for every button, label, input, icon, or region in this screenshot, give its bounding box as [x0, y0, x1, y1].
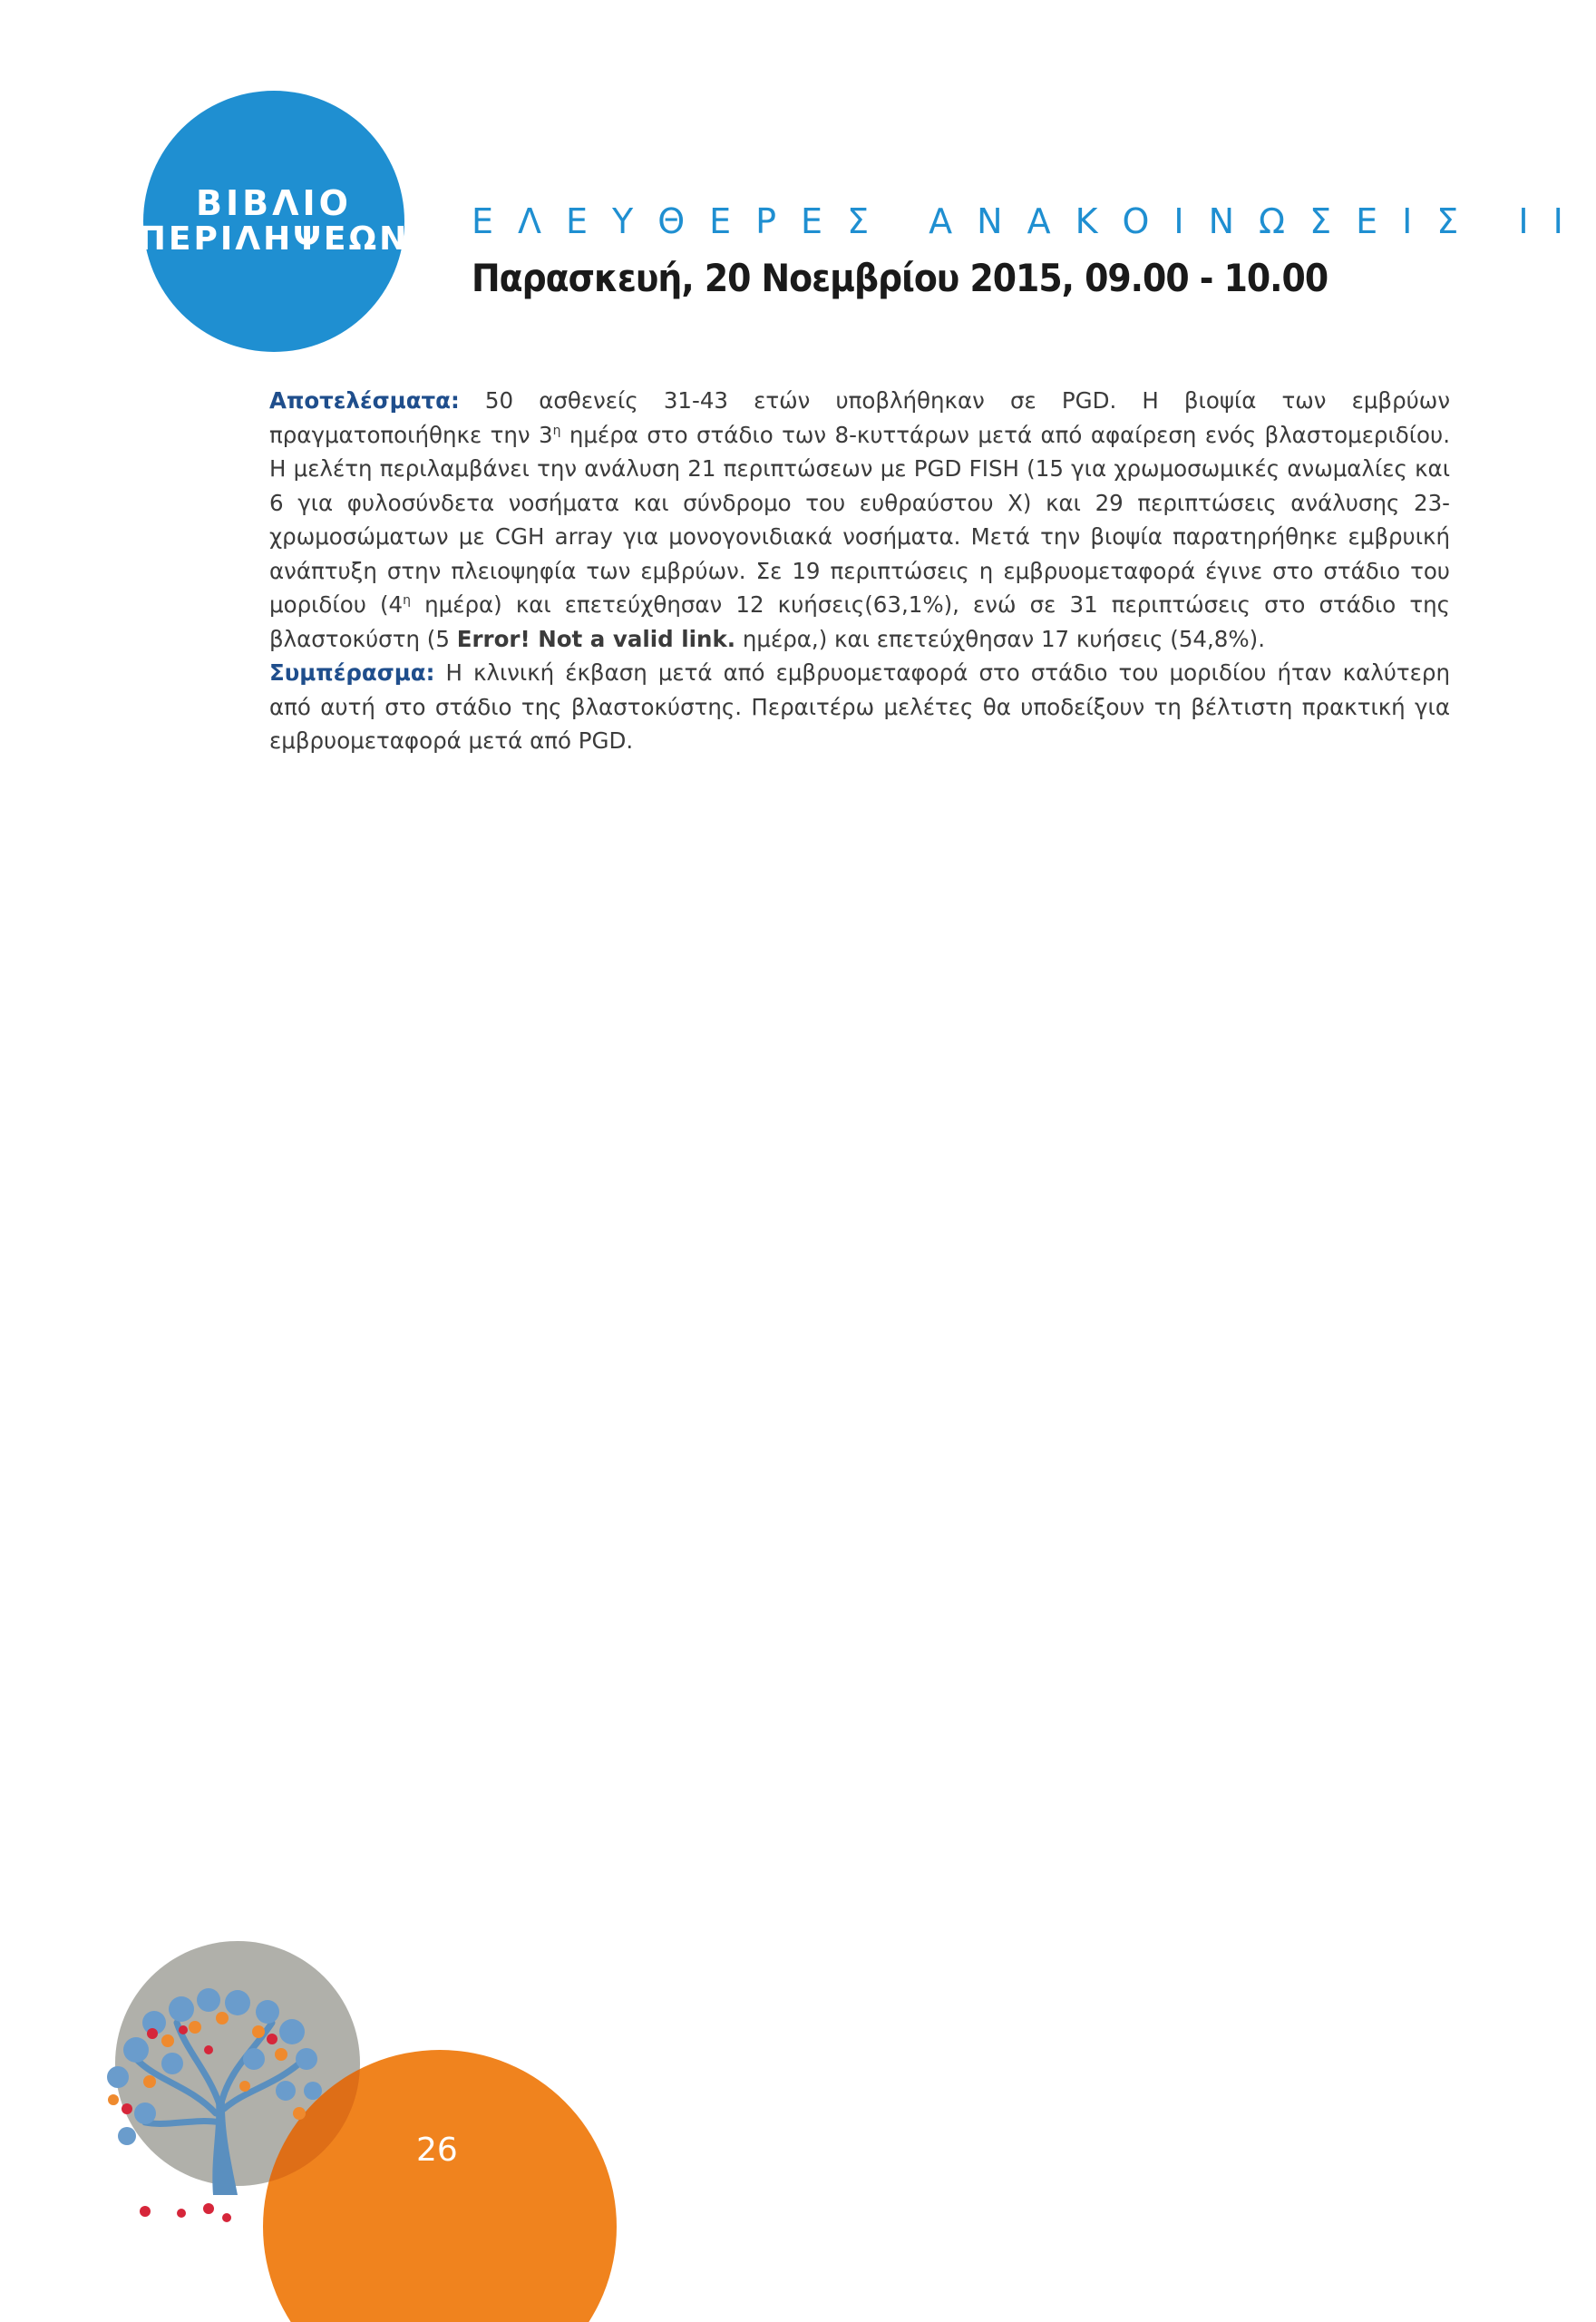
footer-decoration	[0, 1905, 689, 2322]
results-text-3: ημέρα) και επετεύχθησαν 12 κυήσεις(63,1%), ενώ σε 31 περιπτώσεις στο στάδιο της βλαστοκύστη (5	[269, 591, 1450, 652]
results-paragraph	[269, 384, 1450, 656]
page-number: 26	[416, 2132, 458, 2169]
broken-link-error: Error! Not a valid link.	[456, 625, 736, 652]
abstract-body	[269, 384, 1450, 758]
ordinal-superscript: η	[403, 592, 411, 608]
badge-line-1: ΒΙΒΛΙΟ	[196, 183, 352, 224]
badge-line-2: ΠΕΡΙΛΗΨΕΩΝ	[138, 220, 410, 259]
ordinal-superscript: η	[552, 423, 561, 438]
conclusion-paragraph	[269, 656, 1450, 758]
conclusion-text: Η κλινική έκβαση μετά από εμβρυομεταφορά στο στάδιο του μοριδίου ήταν καλύτερη από αυτή στο στάδιο της βλαστοκύστης. Περαιτέρω μελέτες θα υποδείξουν τη βέλτιστη πρακτική για εμβρυομεταφορά μετά από PGD.	[269, 659, 1450, 754]
results-text-1: 50 ασθενείς 31-43 ετών υποβλήθηκαν σε PGD. Η βιοψία των εμβρύων πραγματοποιήθηκε την 3	[269, 387, 1450, 448]
section-title: ΕΛΕΥΘΕΡΕΣ ΑΝΑΚΟΙΝΩΣΕΙΣ ΙΙ	[472, 201, 1588, 241]
results-text-2: ημέρα στο στάδιο των 8-κυττάρων μετά από αφαίρεση ενός βλαστομεριδίου. Η μελέτη περιλαμβάνει την ανάλυση 21 περιπτώσεων με PGD FISH (15 για χρωμοσωμικές ανωμαλίες και 6 για φυλοσύνδετα νοσήματα και σύνδρομο του ευθραύστου Χ) και 29 περιπτώσεις ανάλυσης 23-χρωμοσώματων με CGH array για μονογονιδιακά νοσήματα. Μετά την βιοψία παρατηρήθηκε εμβρυική ανάπτυξη στην πλειοψηφία των εμβρύων. Σε 19 περιπτώσεις η εμβρυομεταφορά έγινε στο στάδιο του μοριδίου (4	[269, 421, 1451, 618]
book-of-abstracts-badge	[138, 91, 410, 352]
conclusion-label: Συμπέρασμα:	[269, 659, 435, 686]
results-label: Αποτελέσματα:	[269, 387, 460, 414]
results-text-4: ημέρα,) και επετεύχθησαν 17 κυήσεις (54,8%).	[735, 625, 1266, 652]
session-date-time: Παρασκευή, 20 Νοεμβρίου 2015, 09.00 - 10.00	[472, 256, 1328, 300]
